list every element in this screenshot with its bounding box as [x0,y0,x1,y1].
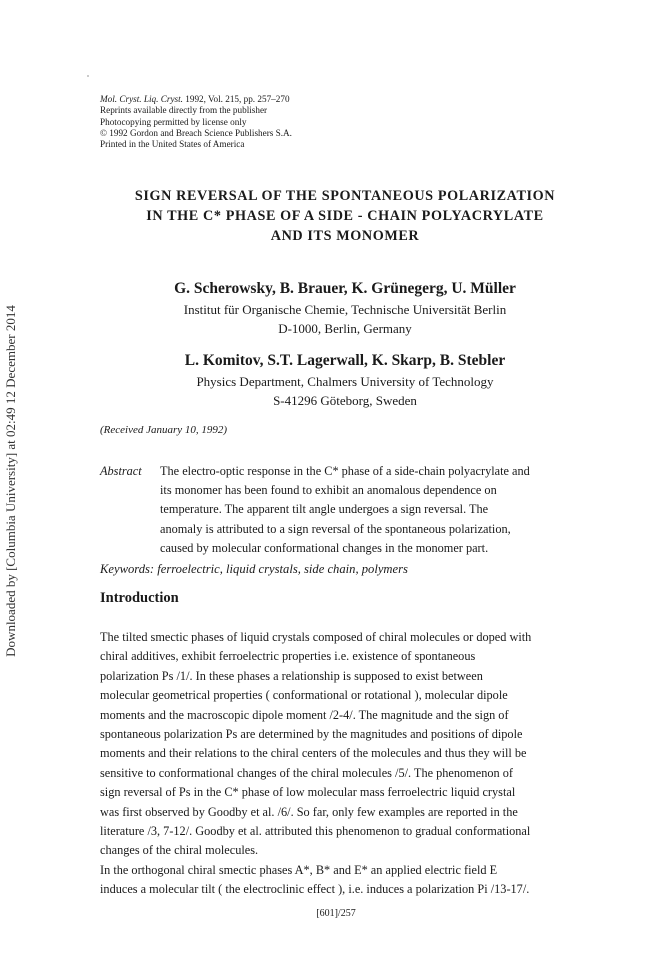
abstract-line: anomaly is attributed to a sign reversal of the spontaneous polarization, [160,521,511,536]
reprint-line: Reprints available directly from the publisher [100,105,268,116]
abstract-line: The electro-optic response in the C* phase of a side-chain polyacrylate and [160,464,530,478]
intro-line: sensitive to conformational changes of the chiral molecules /5/. The phenomenon of [100,765,513,780]
printed-line: Printed in the United States of America [100,139,245,150]
author-list-berlin: G. Scherowsky, B. Brauer, K. Grünegerg, U. Müller [174,280,516,297]
title-line: SIGN REVERSAL OF THE SPONTANEOUS POLARIZATION [134,188,556,204]
affiliation-goteborg [90,372,600,410]
intro-line: The tilted smectic phases of liquid crystals composed of chiral molecules or doped with [100,630,532,644]
paper-title [90,186,600,246]
introduction-body [100,628,590,900]
title-line: IN THE C* PHASE OF A SIDE - CHAIN POLYACRYLATE [146,208,544,224]
title-line: AND ITS MONOMER [270,228,420,244]
journal-name: Mol. Cryst. Liq. Cryst. [100,94,183,104]
intro-line: chiral additives, exhibit ferroelectric properties i.e. existence of spontaneous [100,649,476,664]
affiliation-line: Institut für Organische Chemie, Technische Universität Berlin [183,302,507,317]
intro-line: literature /3, 7-12/. Goodby et al. attributed this phenomenon to gradual conformational [100,824,531,839]
affiliation-line: S-41296 Göteborg, Sweden [273,393,417,408]
intro-line: moments and the macroscopic dipole moment /2-4/. The magnitude and the sign of [100,707,509,722]
intro-line: polarization Ps /1/. In these phases a relationship is supposed to exist between [100,668,483,683]
affiliation-line: Physics Department, Chalmers University of Technology [196,374,494,389]
keywords: Keywords: ferroelectric, liquid crystals, side chain, polymers [100,562,408,576]
download-notice: Downloaded by [Columbia University] at 02:49 12 December 2014 [3,305,18,657]
intro-line: molecular geometrical properties ( conformational or rotational ), molecular dipole [100,688,508,703]
intro-line: induces a molecular tilt ( the electroclinic effect ), i.e. induces a polarization Pi /13-17/. [100,882,530,897]
abstract-line: caused by molecular conformational changes in the monomer part. [160,540,489,555]
intro-line: changes of the chiral molecules. [100,843,259,858]
received-date: (Received January 10, 1992) [100,424,228,436]
abstract-body [160,462,600,558]
margin-dot [87,75,89,77]
page-number: [601]/257 [316,908,356,919]
intro-line: was first observed by Goodby et al. /6/. So far, only few examples are reported in the [100,804,518,819]
photocopy-line: Photocopying permitted by license only [100,116,247,127]
affiliation-line: D-1000, Berlin, Germany [278,321,412,336]
citation-line [100,94,292,105]
affiliation-berlin [90,300,600,338]
section-heading: Introduction [100,590,179,606]
publication-info [100,94,292,150]
author-list-goteborg: L. Komitov, S.T. Lagerwall, K. Skarp, B. Stebler [184,352,506,369]
abstract-line: temperature. The apparent tilt angle undergoes a sign reversal. The [160,502,489,517]
copyright-line: © 1992 Gordon and Breach Science Publishers S.A. [100,127,292,138]
citation-details: 1992, Vol. 215, pp. 257–270 [182,94,290,104]
download-sidebar [2,300,20,662]
intro-line: moments and their relations to the chiral centers of the molecules and thus they will be [100,746,527,761]
intro-line: sign reversal of Ps in the C* phase of low molecular mass ferroelectric liquid crystal [100,785,516,800]
abstract-label: Abstract [100,464,142,478]
intro-line: spontaneous polarization Ps are determined by the magnitudes and positions of dipole [100,727,523,742]
intro-line: In the orthogonal chiral smectic phases A*, B* and E* an applied electric field E [100,862,498,877]
abstract-line: its monomer has been found to exhibit an anomalous dependence on [160,483,497,498]
